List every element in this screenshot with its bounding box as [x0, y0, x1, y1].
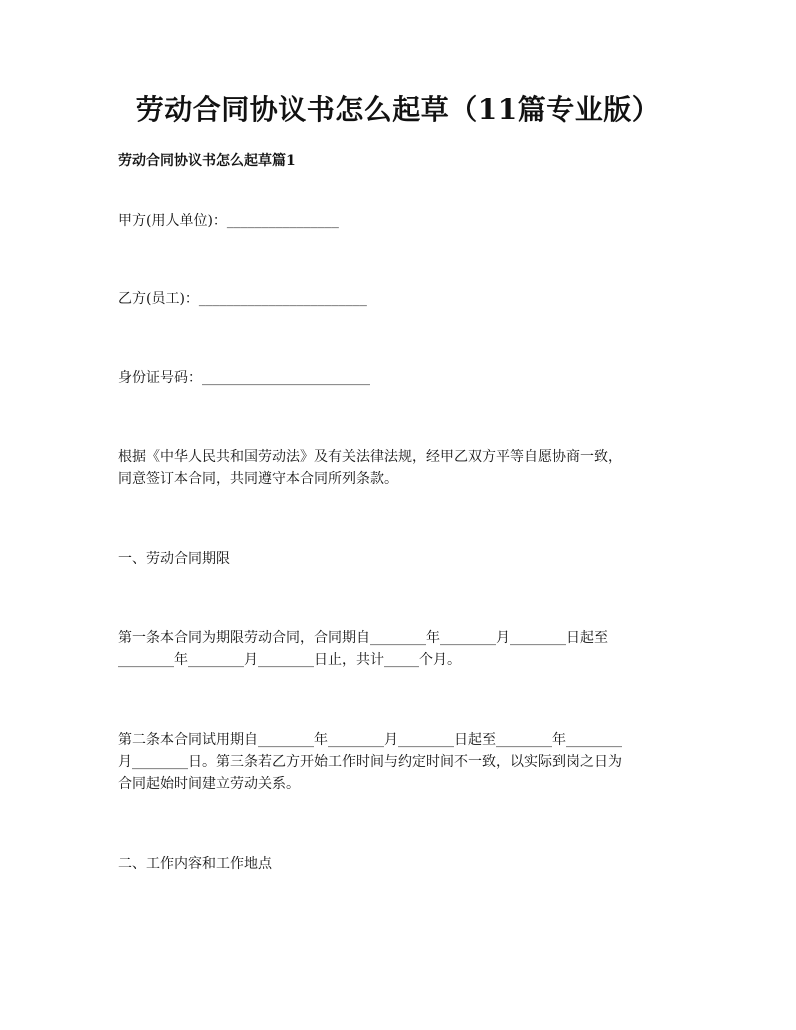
article2-line: 月________日。第三条若乙方开始工作时间与约定时间不一致，以实际到岗之日为	[118, 754, 622, 770]
article1-paragraph	[118, 627, 684, 671]
document-subtitle: 劳动合同协议书怎么起草篇1	[118, 153, 296, 169]
article2-line: 合同起始时间建立劳动关系。	[118, 776, 300, 792]
article2-line: 第二条本合同试用期自________年________月________日起至________年________	[118, 732, 622, 748]
intro-paragraph	[118, 446, 684, 490]
article2-paragraph	[118, 729, 684, 795]
article1-line: 第一条本合同为期限劳动合同，合同期自________年________月________日起至	[118, 630, 608, 646]
intro-line: 同意签订本合同，共同遵守本合同所列条款。	[118, 471, 398, 487]
document-title: 劳动合同协议书怎么起草（11篇专业版）	[135, 93, 661, 126]
section1-heading: 一、劳动合同期限	[118, 551, 230, 567]
intro-line: 根据《中华人民共和国劳动法》及有关法律法规，经甲乙双方平等自愿协商一致，	[118, 449, 622, 465]
party-b-field: 乙方(员工)：________________________	[118, 291, 367, 307]
section2-heading: 二、工作内容和工作地点	[118, 856, 272, 872]
party-a-field: 甲方(用人单位)：________________	[118, 213, 339, 229]
article1-line: ________年________月________日止，共计_____个月。	[118, 652, 461, 668]
id-number-field: 身份证号码：________________________	[118, 370, 370, 386]
